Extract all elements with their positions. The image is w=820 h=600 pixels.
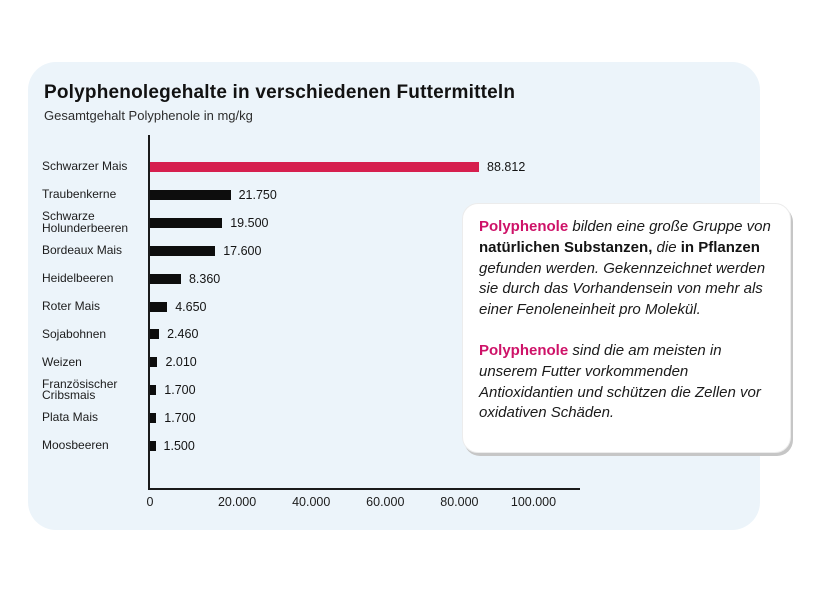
value-label: 88.812	[487, 160, 526, 174]
chart-subtitle: Gesamtgehalt Polyphenole in mg/kg	[44, 108, 253, 123]
bar	[150, 441, 156, 451]
category-label: Französischer Cribsmais	[42, 376, 118, 403]
category-label: Schwarzer Mais	[42, 159, 128, 174]
category-label: Bordeaux Mais	[42, 242, 123, 257]
bar	[150, 357, 157, 367]
x-tick-label: 20.000	[217, 495, 257, 509]
info-paragraph	[479, 217, 773, 321]
category-label: Weizen	[42, 354, 82, 369]
x-tick-label: 100.000	[510, 495, 557, 509]
accent-text: Polyphenole	[479, 218, 569, 235]
x-tick-label: 60.000	[366, 495, 405, 509]
bold-text: in Pflanzen	[680, 238, 760, 256]
bar	[150, 302, 167, 312]
bar-row	[28, 153, 588, 181]
accent-text: Polyphenole	[479, 341, 569, 359]
value-label: 1.500	[163, 439, 195, 453]
x-tick-label: 40.000	[292, 495, 331, 509]
body-text: gefunden werden. Gekennzeichnet werden sie durch das Vorhandensein von mehr als einer Fenoleneinheit pro Molekül.	[479, 259, 766, 319]
x-axis-line	[148, 488, 580, 490]
bar	[150, 329, 159, 339]
info-paragraph	[479, 341, 773, 424]
value-label: 8.360	[188, 271, 221, 286]
body-text: bilden eine große Gruppe von	[568, 218, 771, 235]
value-label: 19.500	[230, 215, 269, 230]
bar-highlight	[150, 162, 479, 172]
info-box	[462, 203, 791, 453]
x-tick-label: 80.000	[440, 495, 479, 509]
category-label: Sojabohnen	[42, 326, 107, 341]
value-label: 21.750	[238, 187, 277, 202]
chart-title: Polyphenolegehalte in verschiedenen Futtermitteln	[44, 82, 516, 103]
bar	[150, 246, 215, 256]
value-label: 2.460	[167, 327, 199, 342]
bar	[150, 385, 156, 395]
bar	[150, 190, 231, 200]
value-label: 2.010	[165, 355, 197, 370]
x-tick-label: 0	[146, 495, 154, 509]
category-label: Heidelbeeren	[42, 270, 114, 285]
bar	[150, 274, 181, 284]
category-label: Moosbeeren	[42, 438, 109, 453]
category-label: Plata Mais	[42, 410, 99, 425]
bold-text: natürlichen Substanzen,	[479, 238, 653, 256]
bar	[150, 413, 156, 423]
value-label: 1.700	[164, 383, 196, 398]
value-label: 17.600	[223, 243, 262, 258]
bar	[150, 218, 222, 228]
category-label: Roter Mais	[42, 298, 101, 313]
value-label: 1.700	[164, 411, 196, 426]
category-label: Schwarze Holunderbeeren	[42, 209, 129, 235]
body-text: sind die am meisten in unserem Futter vorkommenden Antioxidantien und schützen die Zellen vor oxidativen Schäden.	[479, 341, 761, 422]
body-text: die	[652, 238, 681, 256]
value-label: 4.650	[175, 299, 207, 314]
category-label: Traubenkerne	[42, 187, 117, 202]
